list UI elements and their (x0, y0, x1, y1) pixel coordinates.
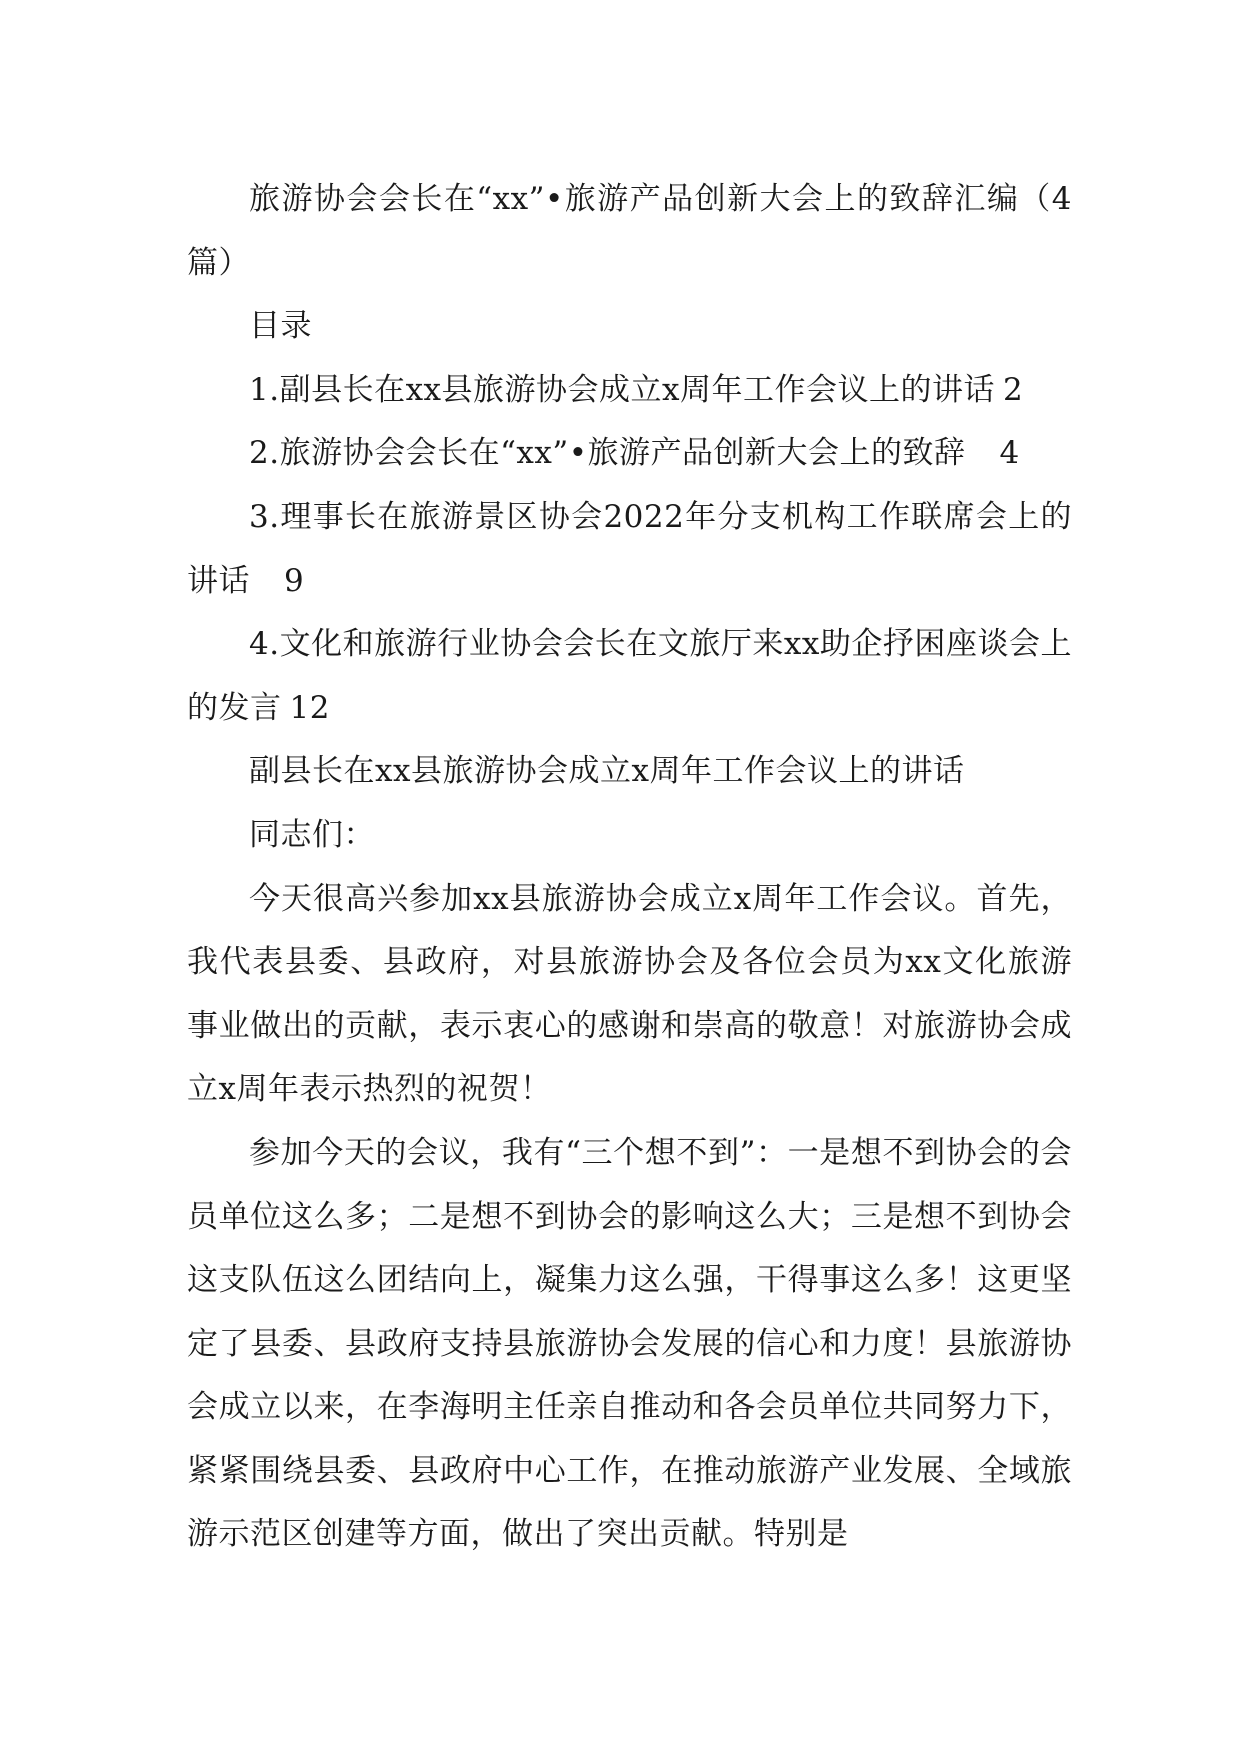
toc-entry-page: 2 (1003, 371, 1024, 408)
toc-entry-page: 4 (999, 435, 1020, 472)
toc-entry-text: 3.理事长在旅游景区协会2022年分支机构工作联席会上的讲话 (187, 498, 1072, 599)
toc-entry[interactable] (187, 613, 1072, 740)
toc-entry-text: 4.文化和旅游行业协会会长在文旅厅来xx助企抒困座谈会上的发言 (187, 626, 1072, 726)
document-title: 旅游协会会长在“xx”•旅游产品创新大会上的致辞汇编（4篇） (187, 181, 1072, 281)
toc-entry-text: 1.副县长在xx县旅游协会成立x周年工作会议上的讲话 (249, 371, 996, 408)
toc-entry[interactable] (187, 486, 1072, 613)
body-paragraph: 参加今天的会议，我有“三个想不到”：一是想不到协会的会员单位这么多；二是想不到协会的影响这么大；三是想不到协会这支队伍这么团结向上，凝集力这么强，干得事这么多！这更坚定了县委、县政府支持县旅游协会发展的信心和力度！县旅游协会成立以来，在李海明主任亲自推动和各会员单位共同努力下，紧紧围绕县委、县政府中心工作，在推动旅游产业发展、全域旅游示范区创建等方面，做出了突出贡献。特别是 (187, 1134, 1072, 1553)
toc-entry-page: 9 (284, 562, 305, 599)
toc-entry[interactable] (187, 422, 1072, 486)
salutation: 同志们： (249, 816, 375, 853)
toc-entry-text: 2.旅游协会会长在“xx”•旅游产品创新大会上的致辞 (249, 435, 966, 472)
document-body (187, 168, 1072, 1567)
section-title: 副县长在xx县旅游协会成立x周年工作会议上的讲话 (249, 753, 965, 790)
toc-entry[interactable] (187, 359, 1072, 423)
toc-heading: 目录 (249, 308, 312, 345)
toc-entry-page: 12 (289, 689, 330, 726)
body-paragraph: 今天很高兴参加xx县旅游协会成立x周年工作会议。首先，我代表县委、县政府，对县旅游协会及各位会员为xx文化旅游事业做出的贡献，表示衷心的感谢和崇高的敬意！对旅游协会成立x周年表示热烈的祝贺！ (187, 880, 1072, 1108)
